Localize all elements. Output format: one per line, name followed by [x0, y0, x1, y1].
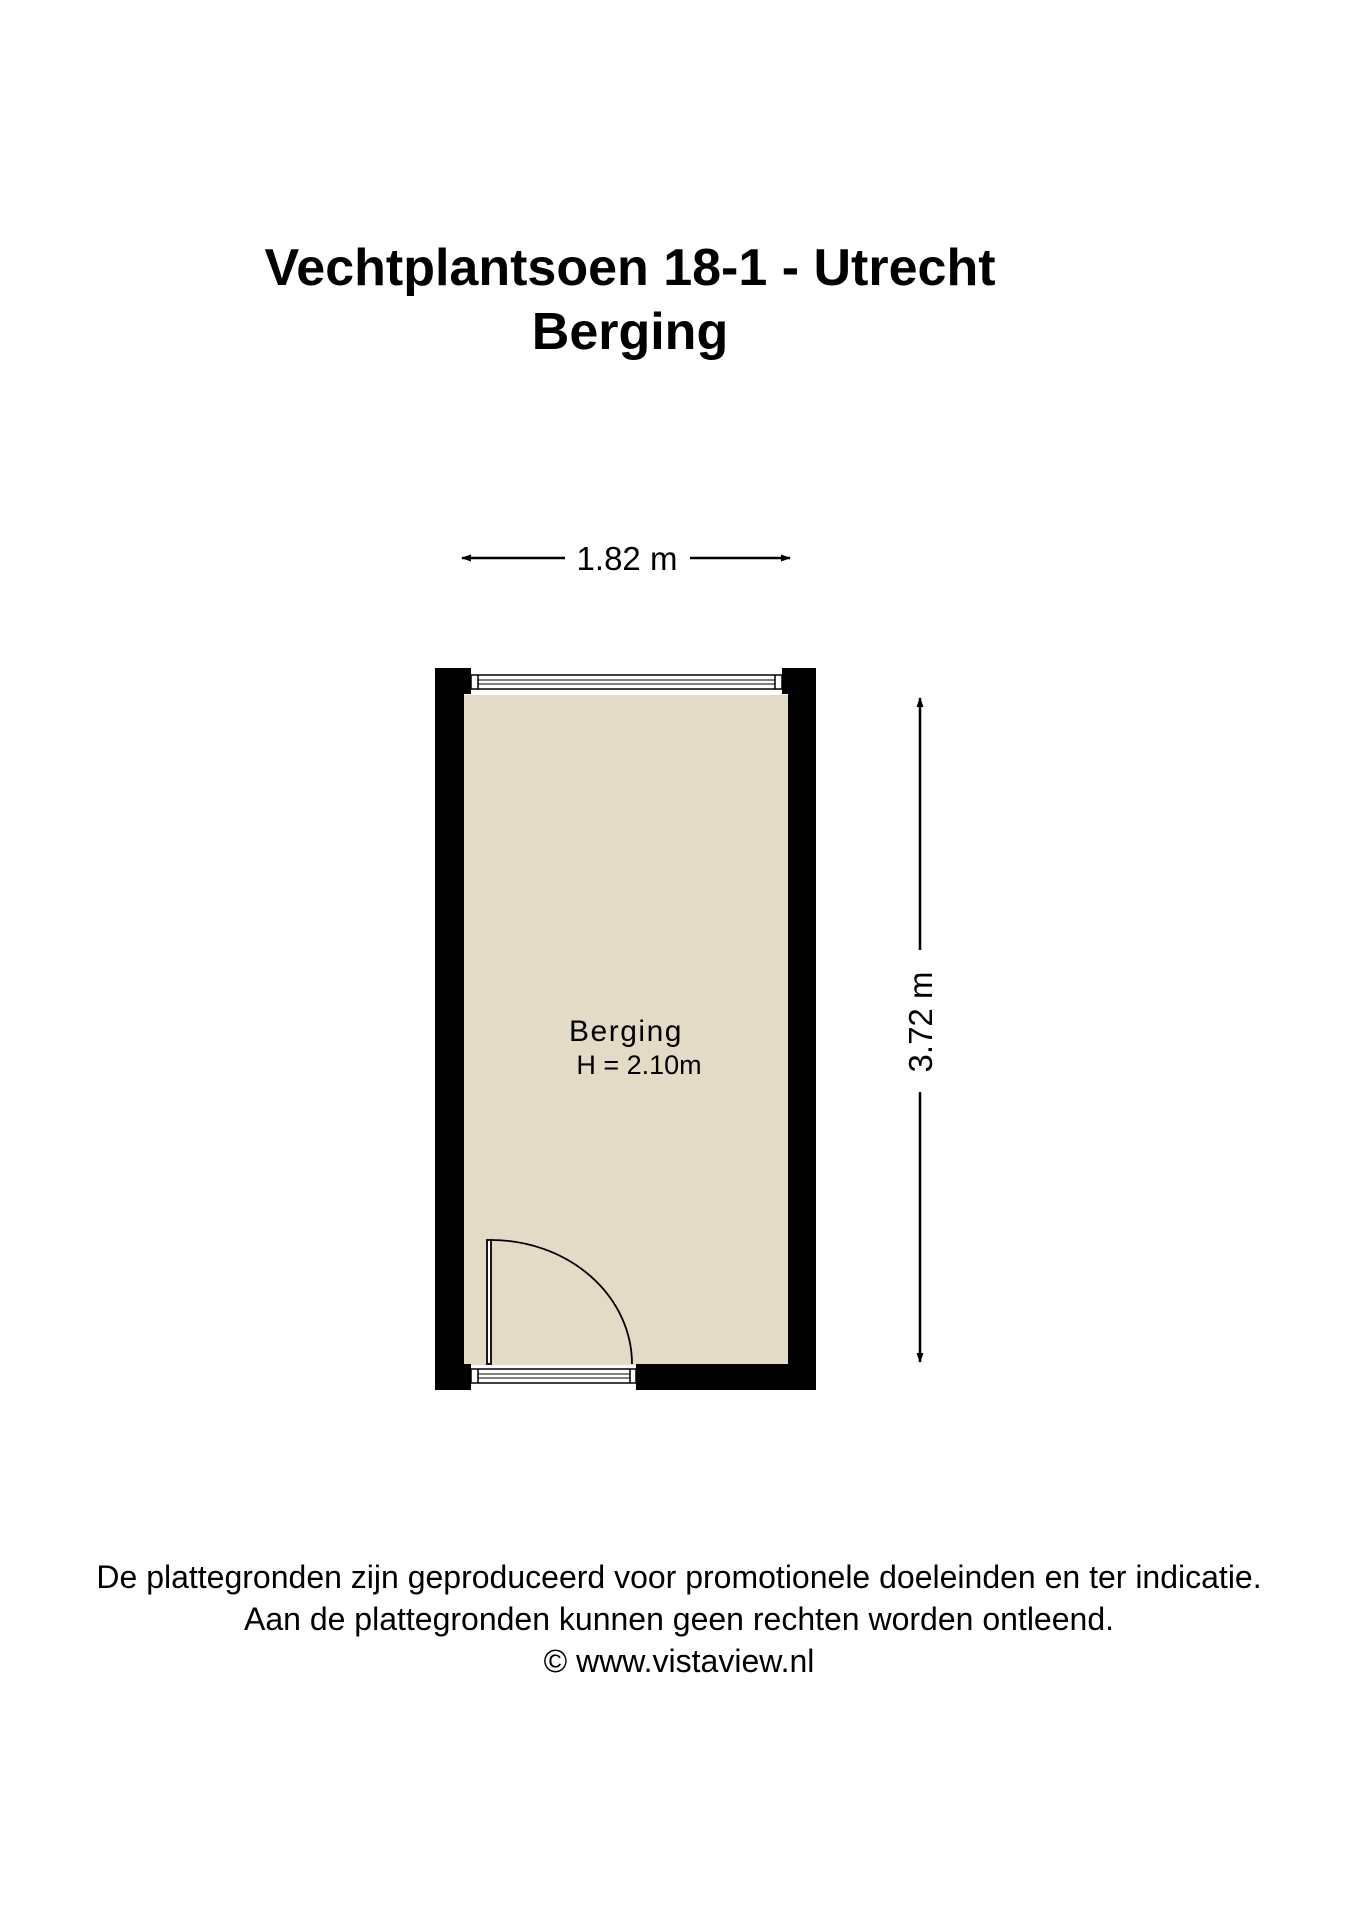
depth-dimension — [902, 698, 939, 1362]
width-label: 1.82 m — [576, 540, 678, 577]
room-height: H = 2.10m — [576, 1050, 702, 1080]
door-opening — [471, 1369, 636, 1383]
door-leaf — [487, 1240, 491, 1364]
door-threshold — [471, 1369, 636, 1383]
wall-bottom-left-stub — [435, 1364, 471, 1390]
page-subtitle: Berging — [531, 303, 729, 361]
wall-top-right-stub — [782, 668, 816, 694]
window-top — [471, 675, 782, 689]
page-title: Vechtplantsoen 18-1 - Utrecht — [264, 239, 996, 297]
wall-bottom-right — [636, 1364, 816, 1390]
wall-right — [788, 668, 816, 1390]
room-name: Berging — [569, 1015, 683, 1048]
disclaimer-line: Aan de plattegronden kunnen geen rechten worden ontleend. — [243, 1601, 1114, 1637]
depth-label: 3.72 m — [902, 971, 939, 1073]
disclaimer — [0, 1556, 1358, 1682]
width-dimension — [462, 540, 790, 577]
disclaimer-line: De plattegronden zijn geproduceerd voor promotionele doeleinden en ter indicatie. — [96, 1559, 1262, 1595]
window-top-frame — [471, 675, 782, 689]
wall-top-left-stub — [435, 668, 471, 694]
copyright-line: © www.vistaview.nl — [543, 1643, 815, 1679]
wall-left — [435, 668, 464, 1390]
